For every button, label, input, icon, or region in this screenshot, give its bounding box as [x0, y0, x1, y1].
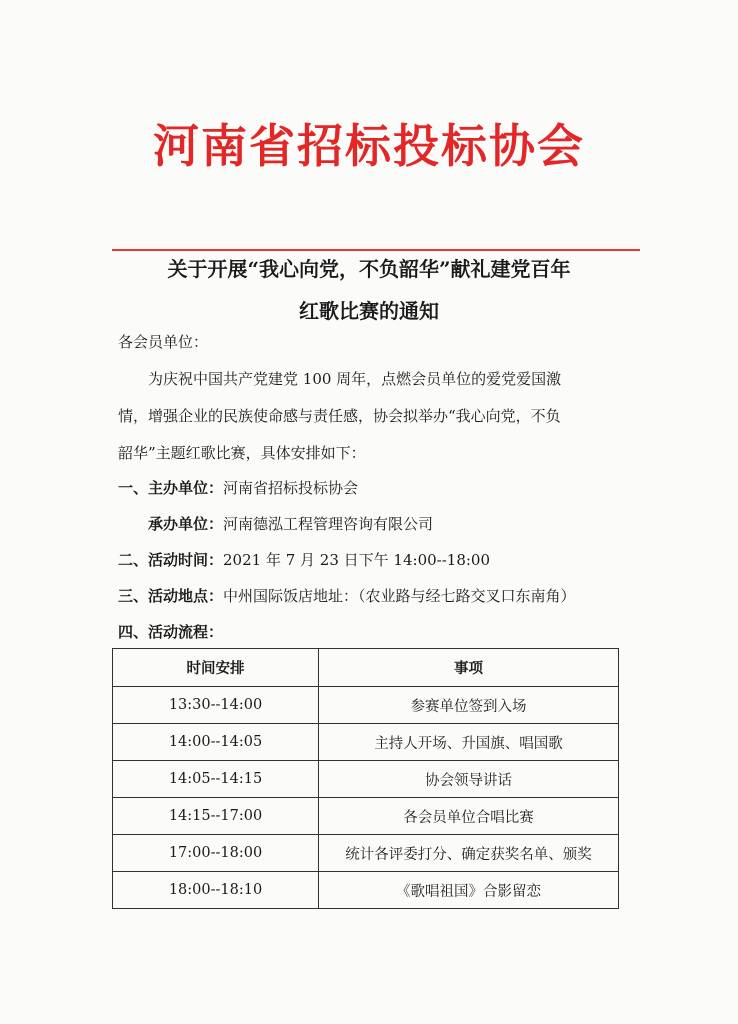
row-time: 14:15--17:00 [113, 798, 319, 835]
table-row [113, 724, 619, 761]
intro-line3: 韶华”主题红歌比赛，具体安排如下： [118, 444, 366, 462]
row-time: 14:00--14:05 [113, 724, 319, 761]
time-value: 2021 年 7 月 23 日下午 14:00--18:00 [223, 551, 491, 569]
schedule-header-row [113, 649, 619, 687]
organizer-label: 承办单位： [148, 515, 224, 533]
host-row [118, 477, 358, 499]
row-item: 主持人开场、升国旗、唱国歌 [319, 724, 619, 761]
document-title-line2: 红歌比赛的通知 [299, 299, 439, 323]
table-row [113, 687, 619, 724]
time-row [118, 549, 490, 571]
salutation: 各会员单位： [118, 333, 209, 351]
host-value: 河南省招标投标协会 [223, 479, 359, 497]
row-item: 协会领导讲话 [319, 761, 619, 798]
row-item: 统计各评委打分、确定获奖名单、颁奖 [319, 835, 619, 872]
place-value: 中州国际饭店地址：（农业路与经七路交叉口东南角） [223, 587, 576, 605]
host-label: 一、主办单位： [118, 479, 224, 497]
row-time: 13:30--14:00 [113, 687, 319, 724]
time-label: 二、活动时间： [118, 551, 224, 569]
row-item: 各会员单位合唱比赛 [319, 798, 619, 835]
organizer-row [148, 513, 433, 535]
table-row [113, 798, 619, 835]
intro-line1: 为庆祝中国共产党建党 100 周年，点燃会员单位的爱党爱国激 [148, 370, 562, 388]
document-title-line1: 关于开展“我心向党，不负韶华”献礼建党百年 [167, 257, 571, 281]
table-row [113, 761, 619, 798]
row-time: 14:05--14:15 [113, 761, 319, 798]
row-time: 18:00--18:10 [113, 872, 319, 909]
intro-line2: 情，增强企业的民族使命感与责任感，协会拟举办“我心向党，不负 [118, 407, 561, 425]
table-row [113, 872, 619, 909]
row-time: 17:00--18:00 [113, 835, 319, 872]
letterhead-divider [112, 249, 640, 251]
header-item: 事项 [319, 649, 619, 687]
row-item: 《歌唱祖国》合影留恋 [319, 872, 619, 909]
place-row [118, 585, 576, 607]
table-row [113, 835, 619, 872]
place-label: 三、活动地点： [118, 587, 224, 605]
process-label: 四、活动流程： [118, 623, 224, 641]
org-letterhead: 河南省招标投标协会 [153, 119, 585, 173]
header-time: 时间安排 [113, 649, 319, 687]
row-item: 参赛单位签到入场 [319, 687, 619, 724]
organizer-value: 河南德泓工程管理咨询有限公司 [223, 515, 434, 533]
schedule-table [112, 648, 619, 909]
